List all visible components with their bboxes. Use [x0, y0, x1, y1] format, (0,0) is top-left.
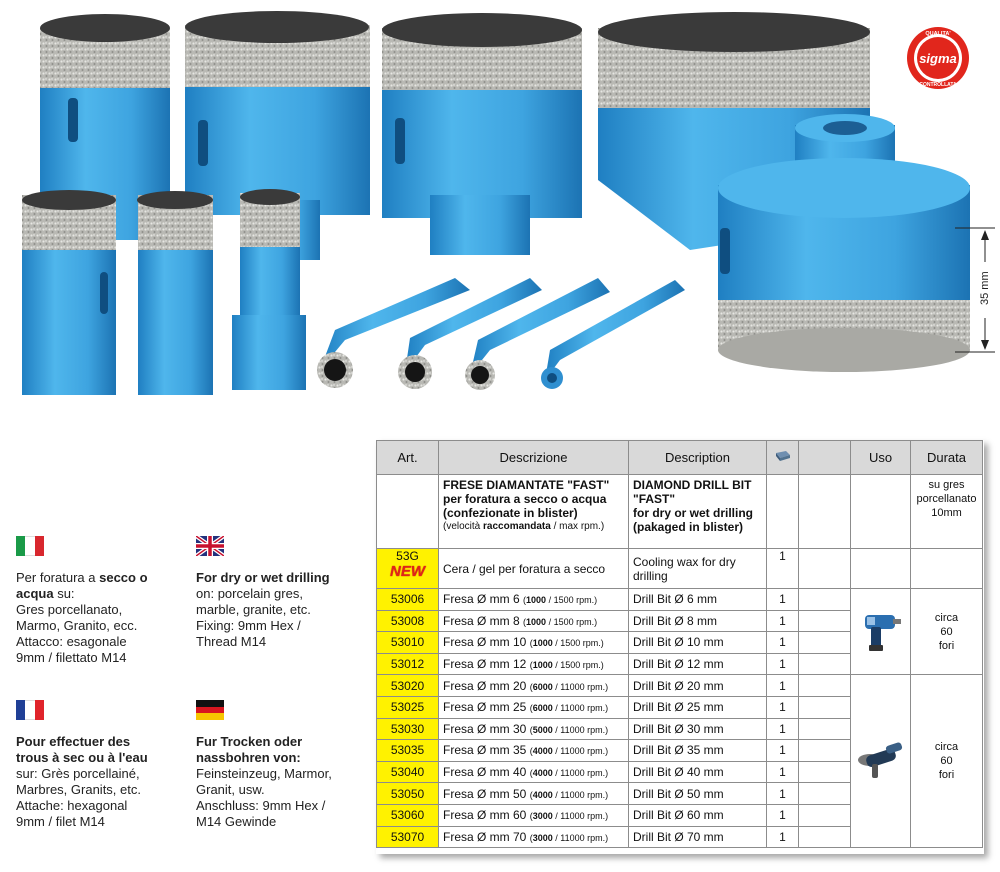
desc-it-cell: Fresa Ø mm 30 (5000 / 11000 rpm.) — [439, 718, 629, 740]
lang-block-italian — [16, 536, 186, 666]
durata-cell: circa 60 fori — [911, 589, 983, 675]
desc-en-cell: Drill Bit Ø 6 mm — [629, 589, 767, 611]
art-cell: 53025 — [377, 696, 439, 718]
art-cell: 53006 — [377, 589, 439, 611]
core-bit-small-3 — [232, 189, 306, 390]
art-cell: 53012 — [377, 653, 439, 675]
header-pack — [767, 441, 799, 475]
art-cell: 53010 — [377, 632, 439, 654]
desc-it-cell: Fresa Ø mm 40 (4000 / 11000 rpm.) — [439, 761, 629, 783]
desc-en-cell: Drill Bit Ø 12 mm — [629, 653, 767, 675]
qty-cell: 1 — [767, 653, 799, 675]
qty-cell: 1 — [767, 549, 799, 589]
subheader-durata: su gres porcellanato 10mm — [911, 475, 983, 549]
table-row-wax — [377, 549, 983, 589]
desc-en-cell: Drill Bit Ø 25 mm — [629, 696, 767, 718]
desc-en-cell: Drill Bit Ø 30 mm — [629, 718, 767, 740]
french-text: Pour effectuer des trous à sec ou à l'eau sur: Grès porcellainé, Marbres, Granits, etc. Attache: hexagonal 9mm / filet M14 — [16, 734, 148, 829]
desc-en-cell: Drill Bit Ø 10 mm — [629, 632, 767, 654]
art-cell: 53G NEW — [377, 549, 439, 589]
product-table — [376, 440, 984, 854]
new-badge: NEW — [390, 563, 425, 580]
art-cell: 53030 — [377, 718, 439, 740]
art-cell: 53035 — [377, 740, 439, 762]
svg-text:QUALITA': QUALITA' — [925, 31, 951, 37]
svg-text:sigma: sigma — [919, 51, 957, 66]
desc-en-cell: Drill Bit Ø 35 mm — [629, 740, 767, 762]
desc-en-cell: Drill Bit Ø 40 mm — [629, 761, 767, 783]
qty-cell: 1 — [767, 718, 799, 740]
qty-cell: 1 — [767, 589, 799, 611]
qty-cell: 1 — [767, 632, 799, 654]
italy-flag-icon — [16, 536, 44, 556]
desc-it-cell: Fresa Ø mm 60 (3000 / 11000 rpm.) — [439, 804, 629, 826]
dimension-label: 35 mm — [979, 271, 991, 305]
desc-it-cell: Fresa Ø mm 25 (6000 / 11000 rpm.) — [439, 696, 629, 718]
desc-it-cell: Fresa Ø mm 50 (4000 / 11000 rpm.) — [439, 783, 629, 805]
subheader-italian: FRESE DIAMANTATE "FAST" per foratura a secco o acqua (confezionate in blister) (velocità raccomandata / max rpm.) — [439, 475, 629, 549]
desc-it-cell: Fresa Ø mm 8 (1000 / 1500 rpm.) — [439, 610, 629, 632]
qty-cell: 1 — [767, 740, 799, 762]
svg-text:CONTROLLATA: CONTROLLATA — [919, 82, 957, 88]
art-cell: 53070 — [377, 826, 439, 848]
desc-it-cell: Fresa Ø mm 10 (1000 / 1500 rpm.) — [439, 632, 629, 654]
power-drill-icon — [859, 607, 903, 653]
qty-cell: 1 — [767, 804, 799, 826]
desc-it-cell: Fresa Ø mm 6 (1000 / 1500 rpm.) — [439, 589, 629, 611]
header-durata: Durata — [911, 441, 983, 475]
desc-en-cell: Cooling wax for dry drilling — [629, 549, 767, 589]
header-empty — [799, 441, 851, 475]
uso-cell — [851, 675, 911, 848]
english-text: For dry or wet drilling on: porcelain gres, marble, granite, etc. Fixing: 9mm Hex / Thread M14 — [196, 570, 330, 649]
desc-it-cell: Cera / gel per foratura a secco — [439, 549, 629, 589]
header-art: Art. — [377, 441, 439, 475]
qty-cell: 1 — [767, 761, 799, 783]
france-flag-icon — [16, 700, 44, 720]
qty-cell: 1 — [767, 610, 799, 632]
lang-block-french — [16, 700, 186, 830]
desc-it-cell: Fresa Ø mm 20 (6000 / 11000 rpm.) — [439, 675, 629, 697]
durata-cell: circa 60 fori — [911, 675, 983, 848]
desc-en-cell: Drill Bit Ø 60 mm — [629, 804, 767, 826]
desc-it-cell: Fresa Ø mm 70 (3000 / 11000 rpm.) — [439, 826, 629, 848]
italian-text: Per foratura a secco o acqua su: Gres porcellanato, Marmo, Granito, ecc. Attacco: esagonale 9mm / filettato M14 — [16, 570, 148, 665]
core-bit-large-3 — [382, 13, 582, 255]
header-uso: Uso — [851, 441, 911, 475]
art-cell: 53060 — [377, 804, 439, 826]
desc-it-cell: Fresa Ø mm 12 (1000 / 1500 rpm.) — [439, 653, 629, 675]
qty-cell: 1 — [767, 783, 799, 805]
lang-block-english — [196, 536, 366, 650]
table-row — [377, 675, 983, 697]
germany-flag-icon — [196, 700, 224, 720]
angle-grinder-icon — [856, 738, 906, 782]
desc-en-cell: Drill Bit Ø 50 mm — [629, 783, 767, 805]
art-cell: 53020 — [377, 675, 439, 697]
subheader-english: DIAMOND DRILL BIT "FAST" for dry or wet drilling (pakaged in blister) — [629, 475, 767, 549]
header-description: Description — [629, 441, 767, 475]
uk-flag-icon — [196, 536, 224, 556]
art-cell: 53008 — [377, 610, 439, 632]
art-cell: 53050 — [377, 783, 439, 805]
lang-block-german — [196, 700, 366, 830]
quality-seal-logo — [906, 26, 970, 90]
qty-cell: 1 — [767, 826, 799, 848]
desc-it-cell: Fresa Ø mm 35 (4000 / 11000 rpm.) — [439, 740, 629, 762]
art-cell: 53040 — [377, 761, 439, 783]
core-bit-small-2 — [137, 191, 213, 395]
uso-cell — [851, 589, 911, 675]
qty-cell: 1 — [767, 675, 799, 697]
core-bit-small-1 — [22, 190, 116, 395]
package-icon — [774, 450, 792, 462]
desc-en-cell: Drill Bit Ø 8 mm — [629, 610, 767, 632]
header-descrizione: Descrizione — [439, 441, 629, 475]
german-text: Fur Trocken oder nassbohren von: Feinsteinzeug, Marmor, Granit, usw. Anschluss: 9mm Hex / M14 Gewinde — [196, 734, 332, 829]
desc-en-cell: Drill Bit Ø 20 mm — [629, 675, 767, 697]
table-subheader — [377, 475, 983, 549]
qty-cell: 1 — [767, 696, 799, 718]
desc-en-cell: Drill Bit Ø 70 mm — [629, 826, 767, 848]
table-row — [377, 589, 983, 611]
product-photo — [0, 0, 1000, 420]
